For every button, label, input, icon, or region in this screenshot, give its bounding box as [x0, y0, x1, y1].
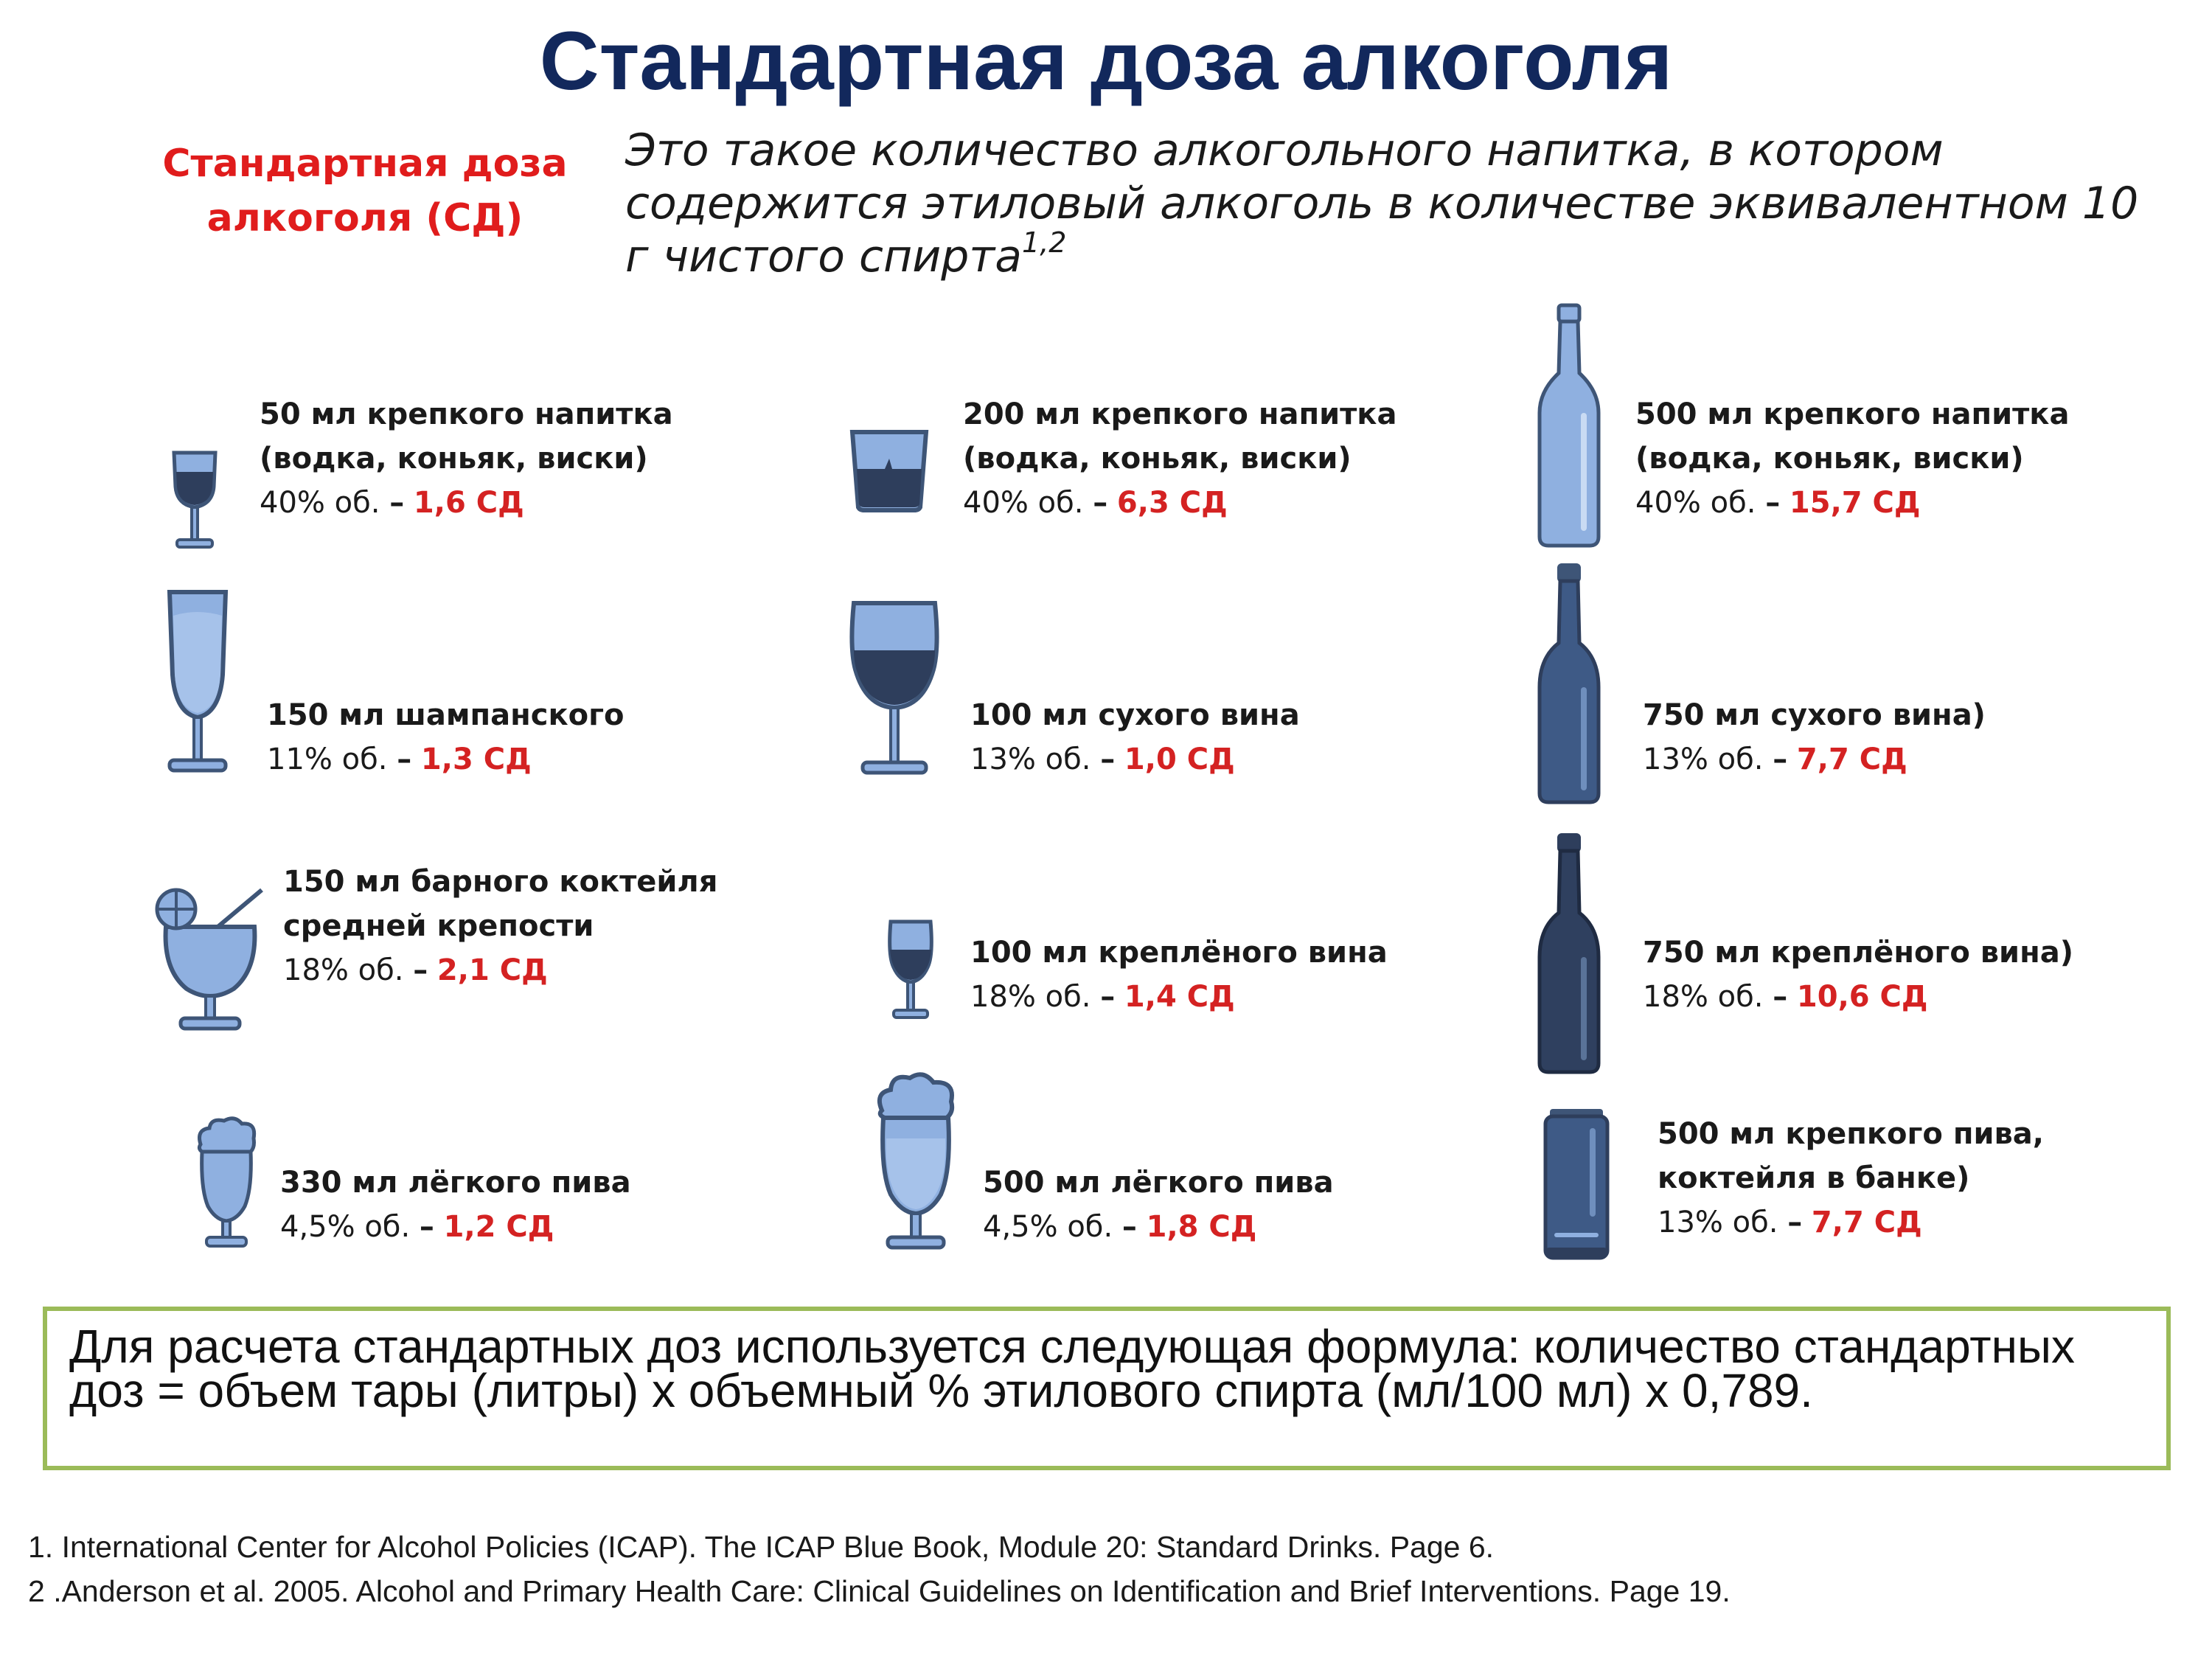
- drink-item: [283, 860, 717, 992]
- drink-separator: –: [397, 742, 412, 776]
- drink-item: [1643, 693, 1986, 782]
- drink-separator: –: [413, 953, 428, 987]
- drink-item: [1635, 392, 2069, 525]
- drink-item: [1643, 931, 2073, 1019]
- drink-name: средней крепости: [283, 909, 594, 943]
- drink-strength: 18% об.: [283, 953, 404, 987]
- drink-item: [280, 1161, 631, 1249]
- tumbler-glass-icon: [848, 426, 931, 515]
- drink-dose: 1,6 СД: [413, 486, 524, 520]
- drink-name: (водка, коньяк, виски): [963, 442, 1352, 476]
- drink-item: [267, 693, 625, 782]
- drink-strength: 13% об.: [1643, 742, 1764, 776]
- drink-strength: 4,5% об.: [983, 1210, 1113, 1244]
- drink-name: 500 мл крепкого напитка: [1635, 397, 2070, 431]
- drink-dose: 1,2 СД: [443, 1210, 554, 1244]
- drink-separator: –: [1773, 742, 1788, 776]
- vodka-bottle-icon: [1535, 302, 1603, 549]
- drink-item: [970, 693, 1300, 782]
- drink-name: (водка, коньяк, виски): [1635, 442, 2024, 476]
- drink-name: 50 мл крепкого напитка: [260, 397, 673, 431]
- drink-strength: 13% об.: [970, 742, 1091, 776]
- drink-strength: 4,5% об.: [280, 1210, 411, 1244]
- drink-name: 200 мл крепкого напитка: [963, 397, 1397, 431]
- large-beer-glass-icon: [870, 1068, 962, 1259]
- term-heading: Стандартная доза алкоголя (СД): [162, 142, 568, 240]
- drink-name: (водка, коньяк, виски): [260, 442, 648, 476]
- drink-dose: 7,7 СД: [1811, 1206, 1922, 1239]
- shot-glass-icon: [168, 442, 221, 553]
- drink-separator: –: [1093, 486, 1108, 520]
- drink-strength: 13% об.: [1658, 1206, 1778, 1239]
- drink-dose: 7,7 СД: [1796, 742, 1907, 776]
- wine-bottle-icon: [1535, 562, 1603, 805]
- drink-name: 330 мл лёгкого пива: [280, 1166, 631, 1200]
- drink-name: 150 мл шампанского: [267, 698, 625, 732]
- drink-name: коктейля в банке): [1658, 1161, 1970, 1195]
- definition-text: [625, 124, 2174, 283]
- beer-can-icon: [1541, 1106, 1612, 1265]
- drink-name: 150 мл барного коктейля: [283, 865, 718, 899]
- drink-separator: –: [1773, 980, 1788, 1014]
- drink-dose: 1,8 СД: [1146, 1210, 1257, 1244]
- drink-dose: 1,0 СД: [1124, 742, 1235, 776]
- drink-strength: 40% об.: [963, 486, 1084, 520]
- drink-separator: –: [1100, 980, 1116, 1014]
- fortified-wine-bottle-icon: [1535, 832, 1603, 1075]
- drink-separator: –: [389, 486, 405, 520]
- references: [28, 1525, 2166, 1613]
- drink-separator: –: [1100, 742, 1116, 776]
- drink-item: [983, 1161, 1334, 1249]
- drink-strength: 18% об.: [970, 980, 1091, 1014]
- drink-item: [970, 931, 1388, 1019]
- wine-glass-icon: [846, 596, 942, 780]
- drink-name: 100 мл сухого вина: [970, 698, 1300, 732]
- drink-name: 750 мл сухого вина): [1643, 698, 1986, 732]
- champagne-flute-icon: [161, 586, 234, 778]
- drink-strength: 40% об.: [260, 486, 380, 520]
- drink-strength: 40% об.: [1635, 486, 1756, 520]
- fortified-wine-glass-icon: [885, 914, 936, 1025]
- page-title: Стандартная доза алкоголя: [539, 15, 1673, 107]
- reference-item: 1. International Center for Alcohol Policies (ICAP). The ICAP Blue Book, Module 20: Standard Drinks. Page 6.: [28, 1530, 1495, 1564]
- drink-name: 500 мл лёгкого пива: [983, 1166, 1334, 1200]
- drink-separator: –: [419, 1210, 434, 1244]
- drink-strength: 18% об.: [1643, 980, 1764, 1014]
- drink-dose: 6,3 СД: [1116, 486, 1228, 520]
- reference-item: 2 .Anderson et al. 2005. Alcohol and Primary Health Care: Clinical Guidelines on Identification and Brief Interventions. Page 19.: [28, 1574, 1731, 1608]
- drink-item: [963, 392, 1397, 525]
- drink-separator: –: [1765, 486, 1781, 520]
- drink-item: [1658, 1112, 2044, 1245]
- drink-dose: 15,7 СД: [1789, 486, 1921, 520]
- drink-separator: –: [1121, 1210, 1137, 1244]
- small-beer-glass-icon: [193, 1115, 260, 1255]
- cocktail-glass-icon: [151, 881, 269, 1036]
- drink-item: [260, 392, 673, 525]
- drink-dose: 1,3 СД: [420, 742, 532, 776]
- drink-dose: 1,4 СД: [1124, 980, 1235, 1014]
- drink-name: 100 мл креплёного вина: [970, 936, 1388, 970]
- drink-strength: 11% об.: [267, 742, 388, 776]
- formula-text: Для расчета стандартных доз используется следующая формула: количество стандартных доз = объем тары (литры) х объемный % этилового спирта (мл/100 мл) х 0,789.: [69, 1320, 2075, 1417]
- definition-body: Это такое количество алкогольного напитка, в котором содержится этиловый алкоголь в количестве эквивалентном 10 г чистого спирта: [625, 125, 2139, 282]
- drink-name: 500 мл крепкого пива,: [1658, 1117, 2044, 1151]
- drink-dose: 2,1 СД: [437, 953, 548, 987]
- drink-dose: 10,6 СД: [1796, 980, 1928, 1014]
- drink-separator: –: [1787, 1206, 1803, 1239]
- formula-box: [43, 1307, 2171, 1470]
- drink-name: 750 мл креплёного вина): [1643, 936, 2073, 970]
- definition-superscript: 1,2: [1022, 226, 1067, 259]
